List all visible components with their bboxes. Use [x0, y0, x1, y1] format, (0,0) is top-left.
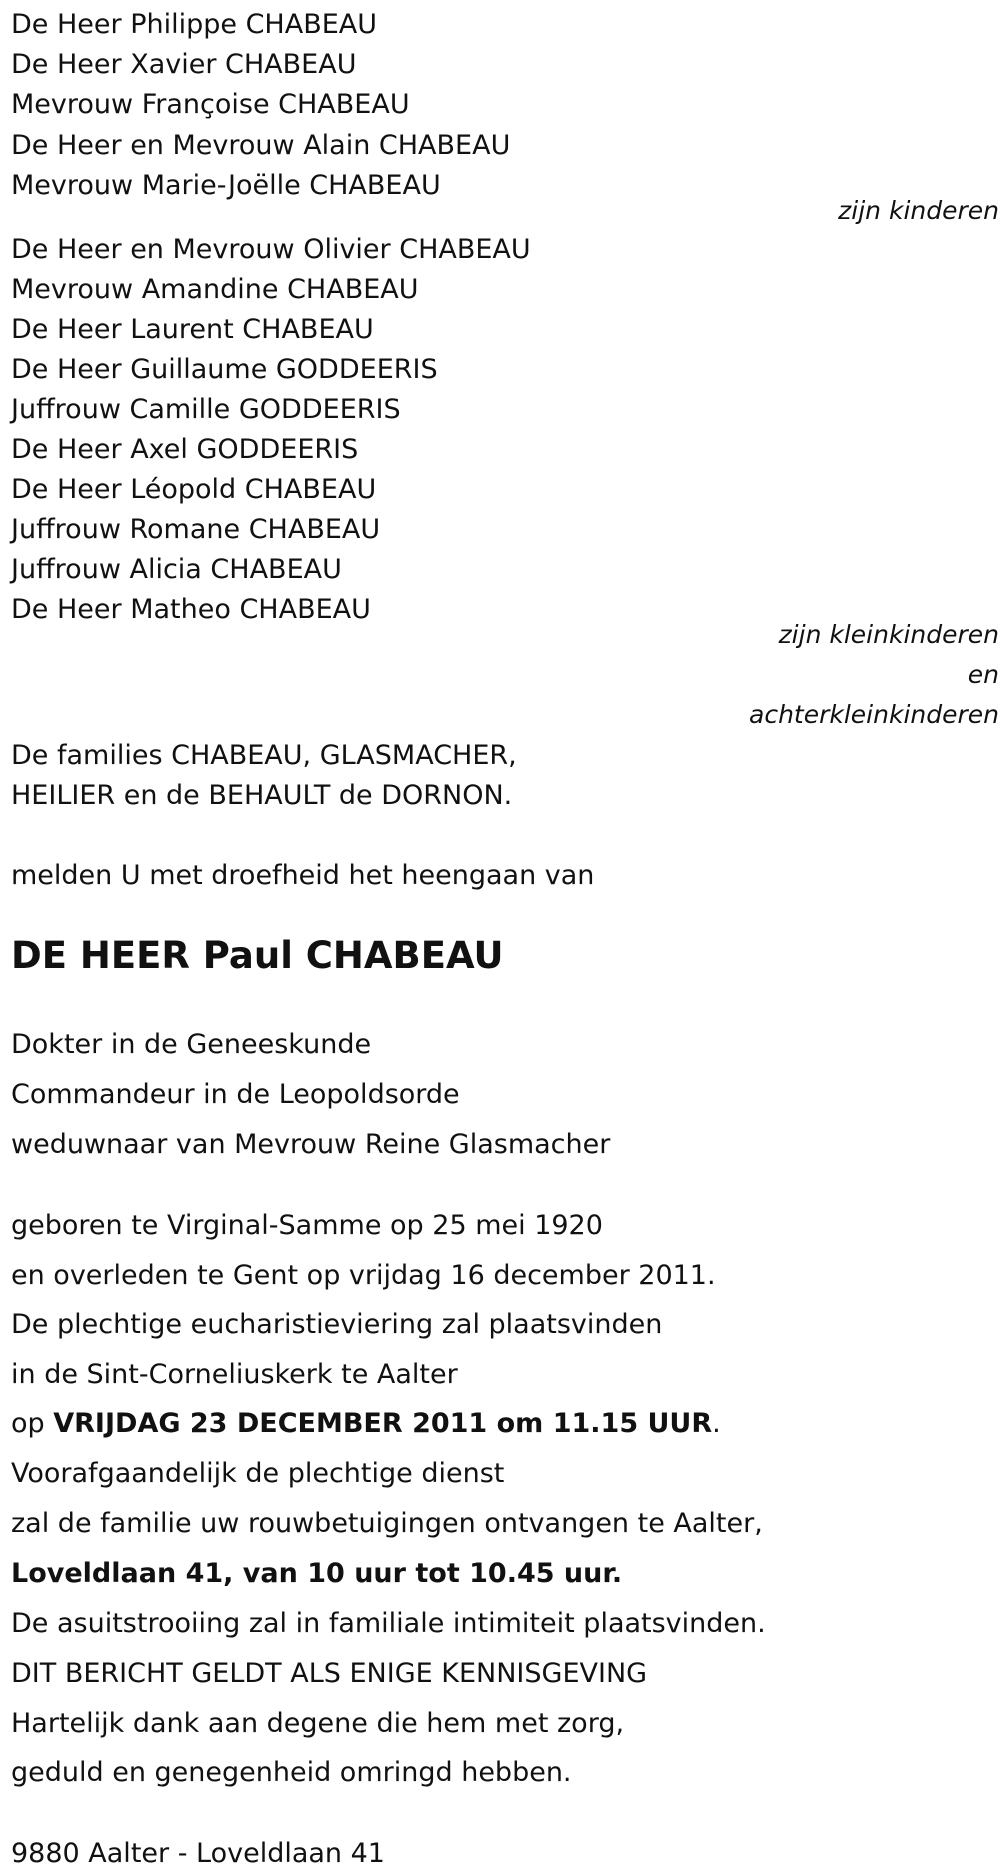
- grandchild-name: Juffrouw Romane CHABEAU: [11, 514, 381, 545]
- grandchildren-label: zijn kleinkinderen: [778, 620, 999, 649]
- condolence-line: Voorafgaandelijk de plechtige dienst: [11, 1458, 505, 1489]
- ceremony-date-line: [11, 1404, 721, 1444]
- death-line: en overleden te Gent op vrijdag 16 december 2011.: [11, 1260, 716, 1291]
- child-name: De Heer en Mevrouw Alain CHABEAU: [11, 130, 511, 161]
- condolence-place: Loveldlaan 41, van 10 uur tot 10.45 uur.: [11, 1558, 623, 1589]
- deceased-title: Commandeur in de Leopoldsorde: [11, 1079, 460, 1110]
- grandchild-name: Juffrouw Alicia CHABEAU: [11, 554, 342, 585]
- ceremony-church: in de Sint-Corneliuskerk te Aalter: [11, 1359, 458, 1390]
- child-name: De Heer Philippe CHABEAU: [11, 9, 378, 40]
- grandchild-name: De Heer en Mevrouw Olivier CHABEAU: [11, 234, 531, 265]
- families-line: HEILIER en de BEHAULT de DORNON.: [11, 780, 513, 811]
- ashes-line: De asuitstrooiing zal in familiale intimiteit plaatsvinden.: [11, 1608, 766, 1639]
- grandchild-name: De Heer Léopold CHABEAU: [11, 474, 377, 505]
- grandchild-name: De Heer Matheo CHABEAU: [11, 594, 371, 625]
- child-name: Mevrouw Marie-Joëlle CHABEAU: [11, 170, 441, 201]
- condolence-line: zal de familie uw rouwbetuigingen ontvangen te Aalter,: [11, 1508, 763, 1539]
- ceremony-line: De plechtige eucharistieviering zal plaatsvinden: [11, 1309, 663, 1340]
- birth-line: geboren te Virginal-Samme op 25 mei 1920: [11, 1210, 603, 1241]
- grandchildren-label: achterkleinkinderen: [749, 700, 999, 729]
- grandchild-name: Juffrouw Camille GODDEERIS: [11, 394, 401, 425]
- child-name: Mevrouw Françoise CHABEAU: [11, 89, 410, 120]
- grandchildren-label: en: [967, 660, 999, 689]
- ceremony-date: VRIJDAG 23 DECEMBER 2011 om 11.15 UUR: [53, 1408, 713, 1439]
- thanks-line: geduld en genegenheid omringd hebben.: [11, 1757, 572, 1788]
- announcement: melden U met droefheid het heengaan van: [11, 860, 595, 891]
- ceremony-date-prefix: op: [11, 1408, 54, 1439]
- thanks-line: Hartelijk dank aan degene die hem met zorg,: [11, 1708, 625, 1739]
- families-line: De families CHABEAU, GLASMACHER,: [11, 740, 517, 771]
- deceased-title: weduwnaar van Mevrouw Reine Glasmacher: [11, 1129, 611, 1160]
- notice-line: DIT BERICHT GELDT ALS ENIGE KENNISGEVING: [11, 1658, 648, 1689]
- address: 9880 Aalter - Loveldlaan 41: [11, 1838, 385, 1869]
- grandchild-name: Mevrouw Amandine CHABEAU: [11, 274, 419, 305]
- grandchild-name: De Heer Laurent CHABEAU: [11, 314, 374, 345]
- children-label: zijn kinderen: [838, 196, 999, 225]
- ceremony-date-suffix: .: [712, 1408, 721, 1439]
- deceased-name: DE HEER Paul CHABEAU: [11, 934, 504, 977]
- child-name: De Heer Xavier CHABEAU: [11, 49, 357, 80]
- deceased-title: Dokter in de Geneeskunde: [11, 1029, 372, 1060]
- grandchild-name: De Heer Axel GODDEERIS: [11, 434, 359, 465]
- grandchild-name: De Heer Guillaume GODDEERIS: [11, 354, 438, 385]
